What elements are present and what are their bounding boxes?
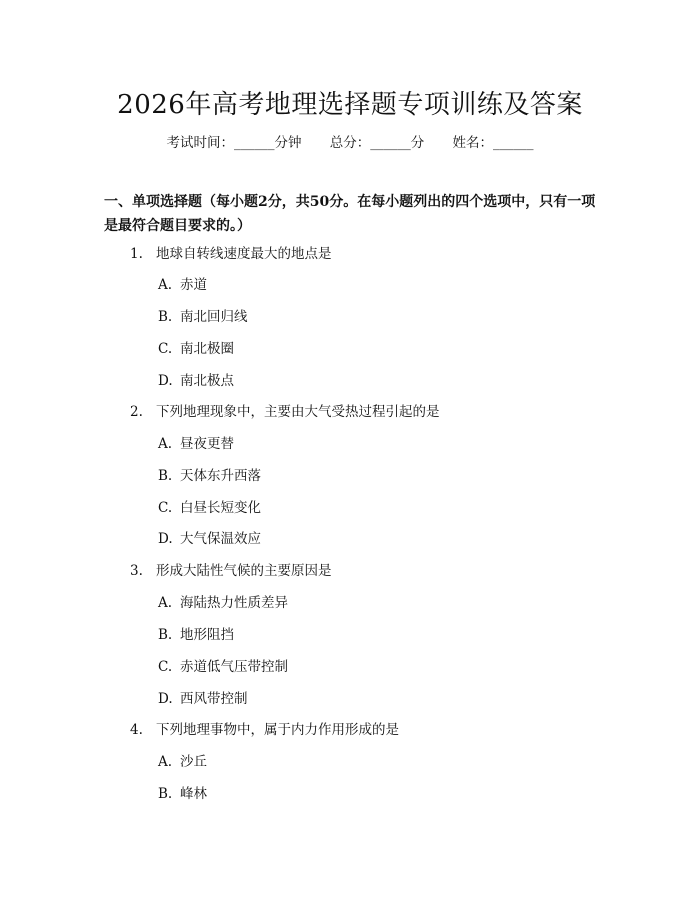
document-title: 2026年高考地理选择题专项训练及答案: [117, 90, 583, 120]
option-letter: A.: [158, 277, 173, 293]
option-text: 西风带控制: [180, 691, 248, 707]
option-letter: D.: [158, 531, 173, 547]
question-number: 3.: [130, 563, 143, 579]
option-letter: A.: [158, 436, 173, 452]
question-number: 4.: [130, 722, 143, 738]
answer-option: [158, 499, 261, 517]
option-text: 白昼长短变化: [180, 500, 261, 516]
option-letter: C.: [158, 500, 173, 516]
option-letter: B.: [158, 468, 173, 484]
answer-option: [158, 372, 234, 390]
answer-option: [158, 276, 207, 294]
section-heading: 一、单项选择题（每小题2分，共50分。在每小题列出的四个选项中，只有一项是最符合题目要求的。）: [104, 194, 596, 234]
option-letter: B.: [158, 627, 173, 643]
answer-option: [158, 626, 234, 644]
option-text: 赤道: [180, 277, 207, 293]
question-stem: [130, 721, 399, 739]
option-letter: C.: [158, 659, 173, 675]
option-text: 南北极点: [180, 373, 234, 389]
option-text: 南北回归线: [180, 309, 248, 325]
option-letter: A.: [158, 595, 173, 611]
option-letter: D.: [158, 373, 173, 389]
option-text: 天体东升西落: [180, 468, 261, 484]
answer-option: [158, 308, 248, 326]
question-text: 下列地理事物中，属于内力作用形成的是: [156, 722, 399, 738]
answer-option: [158, 690, 248, 708]
option-letter: D.: [158, 691, 173, 707]
answer-option: [158, 785, 207, 803]
exam-time-field: 考试时间：______分钟: [166, 135, 302, 151]
question-stem: [130, 562, 332, 580]
option-text: 海陆热力性质差异: [180, 595, 288, 611]
question-number: 2.: [130, 404, 143, 420]
answer-option: [158, 467, 261, 485]
question-text: 下列地理现象中，主要由大气受热过程引起的是: [156, 404, 440, 420]
option-text: 沙丘: [180, 754, 207, 770]
answer-option: [158, 435, 234, 453]
student-name-field: 姓名：______: [452, 135, 534, 151]
exam-info: [0, 131, 700, 151]
option-text: 峰林: [180, 786, 207, 802]
option-letter: B.: [158, 309, 173, 325]
question-text: 地球自转线速度最大的地点是: [156, 246, 332, 262]
option-text: 赤道低气压带控制: [180, 659, 288, 675]
answer-option: [158, 658, 288, 676]
answer-option: [158, 753, 207, 771]
option-text: 大气保温效应: [180, 531, 261, 547]
answer-option: [158, 530, 261, 548]
option-text: 地形阻挡: [180, 627, 234, 643]
answer-option: [158, 340, 234, 358]
question-stem: [130, 245, 332, 263]
question-text: 形成大陆性气候的主要原因是: [156, 563, 332, 579]
total-score-field: 总分：______分: [329, 135, 425, 151]
option-letter: B.: [158, 786, 173, 802]
question-number: 1.: [130, 246, 143, 262]
option-letter: A.: [158, 754, 173, 770]
answer-option: [158, 594, 288, 612]
question-stem: [130, 403, 440, 421]
option-text: 昼夜更替: [180, 436, 234, 452]
option-text: 南北极圈: [180, 341, 234, 357]
option-letter: C.: [158, 341, 173, 357]
